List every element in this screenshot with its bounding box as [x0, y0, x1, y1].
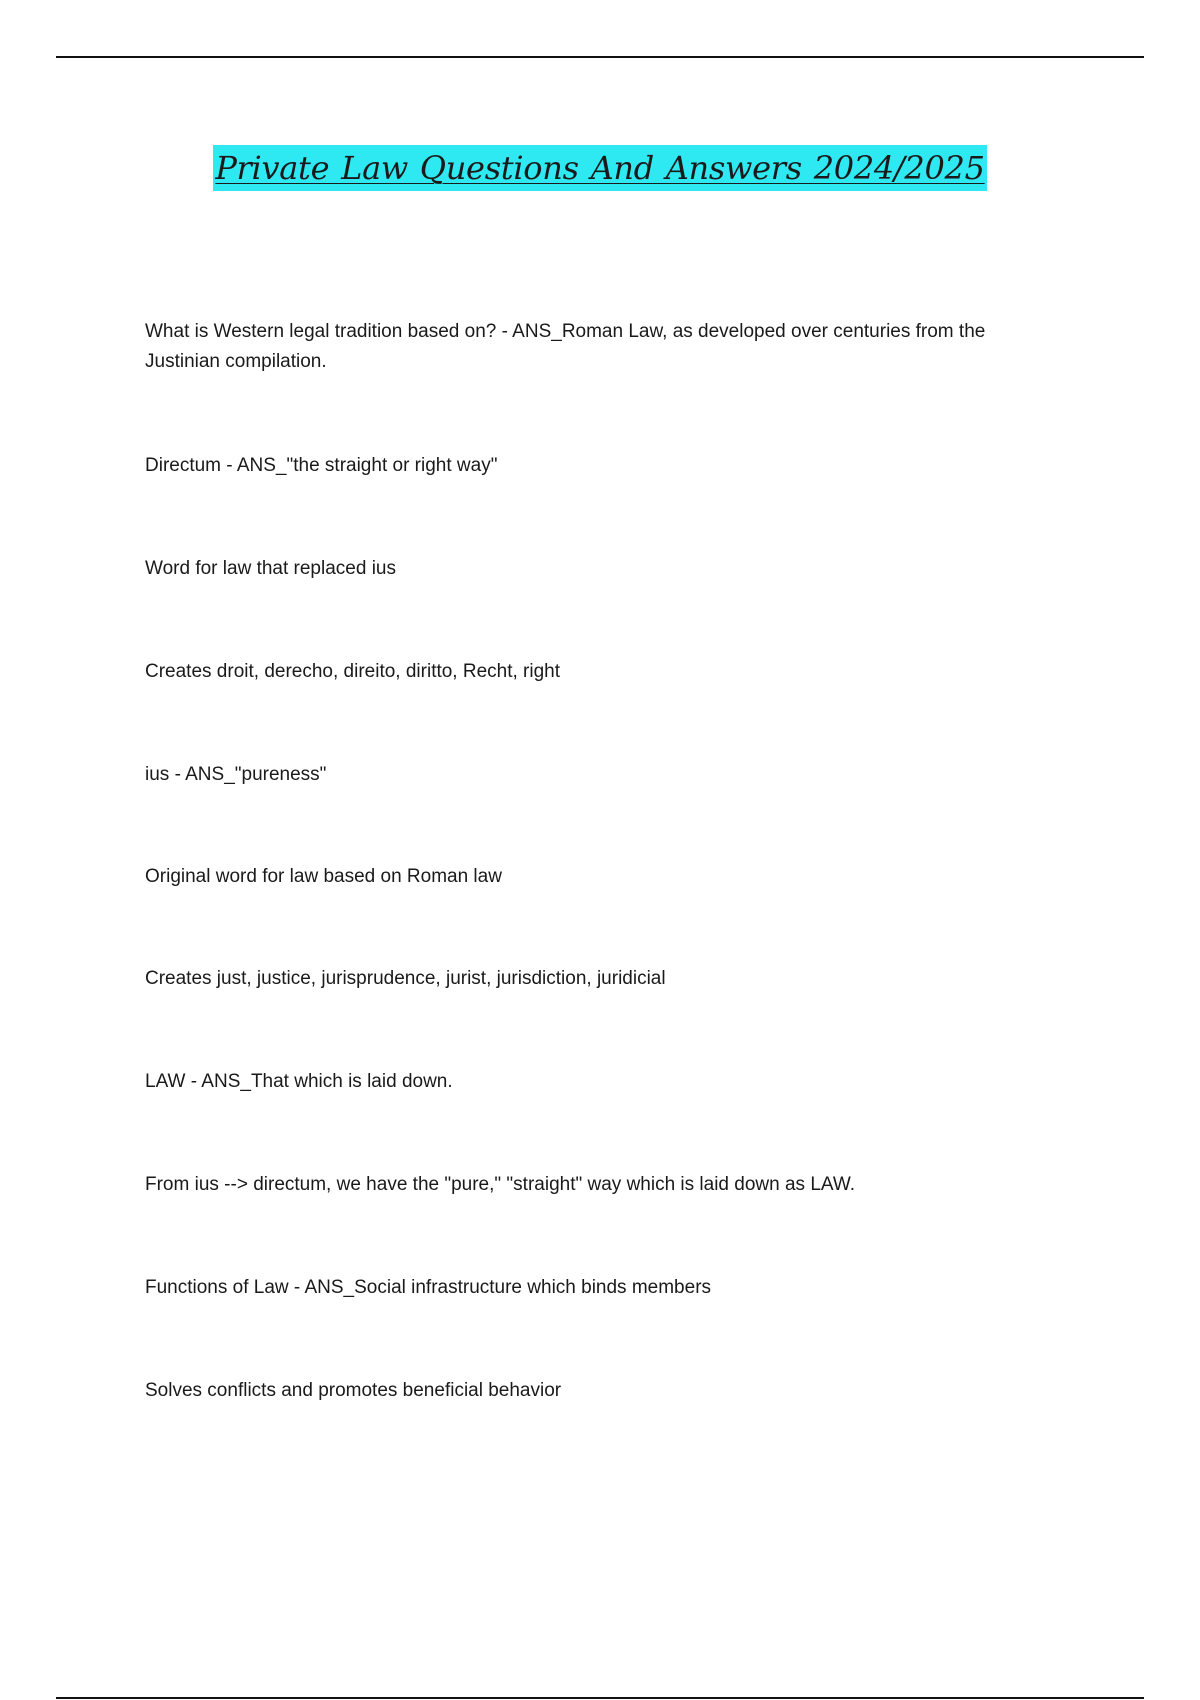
question-line: Creates droit, derecho, direito, diritto, Recht, right: [145, 661, 561, 682]
title-container: [0, 145, 1200, 191]
question-line: Justinian compilation.: [145, 351, 327, 372]
footer-rule: [56, 1697, 1144, 1699]
document-title: Private Law Questions And Answers 2024/2025: [213, 145, 986, 191]
question-line: ius - ANS_"pureness": [145, 764, 327, 785]
question-line: Original word for law based on Roman law: [145, 866, 502, 887]
question-line: Directum - ANS_"the straight or right way": [145, 455, 498, 476]
question-line: What is Western legal tradition based on? - ANS_Roman Law, as developed over centuries from the: [145, 321, 986, 342]
question-line: Word for law that replaced ius: [145, 558, 396, 579]
question-line: Creates just, justice, jurisprudence, jurist, jurisdiction, juridicial: [145, 968, 666, 989]
header-rule: [56, 56, 1144, 58]
question-line: Solves conflicts and promotes beneficial behavior: [145, 1380, 562, 1401]
question-line: Functions of Law - ANS_Social infrastructure which binds members: [145, 1277, 712, 1298]
question-line: From ius --> directum, we have the "pure," "straight" way which is laid down as LAW.: [145, 1174, 856, 1195]
question-line: LAW - ANS_That which is laid down.: [145, 1071, 453, 1092]
